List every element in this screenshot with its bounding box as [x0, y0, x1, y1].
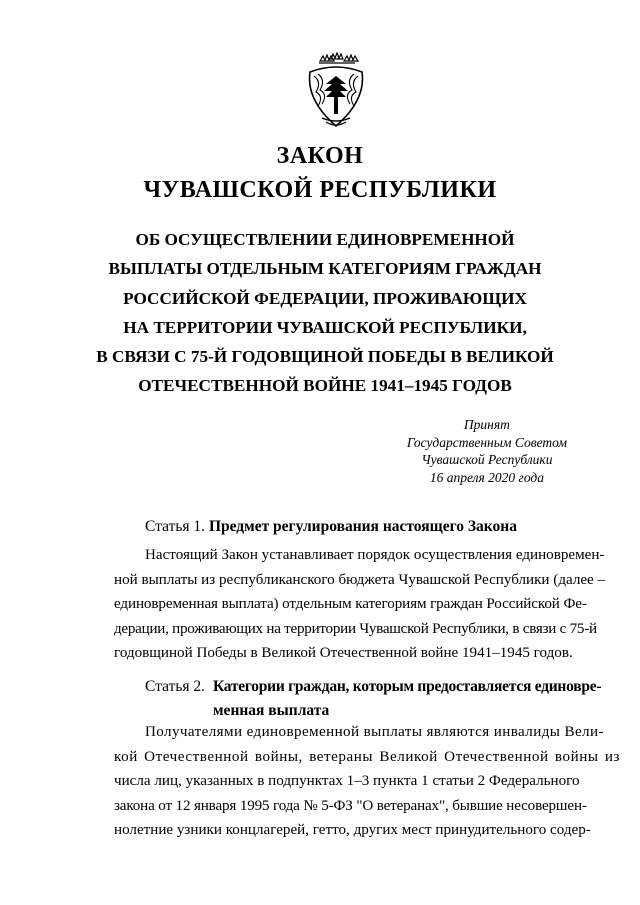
article1-number: Статья 1.: [145, 518, 206, 535]
paragraph-line: нолетние узники концлагерей, гетто, других мест принудительного содер-: [114, 822, 591, 839]
paragraph-line: единовременная выплата) отдельным категориям граждан Российской Фе-: [114, 596, 587, 613]
paragraph-line: годовщиной Победы в Великой Отечественной войне 1941–1945 годов.: [114, 645, 573, 662]
law-subject-heading: [60, 225, 590, 401]
subject-line: ОБ ОСУЩЕСТВЛЕНИИ ЕДИНОВРЕМЕННОЙ: [135, 230, 515, 249]
adoption-line: Чувашской Республики: [421, 452, 553, 467]
subject-line: РОССИЙСКОЙ ФЕДЕРАЦИИ, ПРОЖИВАЮЩИХ: [123, 288, 527, 308]
adoption-date: 16 апреля 2020 года: [429, 469, 544, 485]
adoption-line: Принят: [463, 417, 510, 432]
article1-body: [114, 543, 606, 666]
paragraph-line: кой Отечественной войны, ветераны Великой Отечественной войны из: [114, 748, 621, 765]
chuvash-coat-of-arms-icon: [300, 52, 372, 132]
law-title-line1: ЗАКОН: [276, 143, 364, 169]
adoption-line: Государственным Советом: [406, 434, 567, 450]
subject-line: ОТЕЧЕСТВЕННОЙ ВОЙНЕ 1941–1945 ГОДОВ: [138, 376, 512, 396]
law-title-line2: ЧУВАШСКОЙ РЕСПУБЛИКИ: [143, 177, 497, 203]
paragraph-line: ной выплаты из республиканского бюджета Чувашской Республики (далее –: [114, 571, 606, 588]
article2-title-line2: менная выплата: [213, 702, 330, 719]
article1-heading: [145, 518, 517, 536]
article2-title-line1: Категории граждан, которым предоставляется единовре-: [213, 678, 602, 695]
paragraph-line: закона от 12 января 1995 года № 5-ФЗ "О ветеранах", бывшие несовершен-: [114, 797, 587, 814]
paragraph-line: Настоящий Закон устанавливает порядок осуществления единовремен-: [145, 547, 605, 563]
paragraph-line: Получателями единовременной выплаты являются инвалиды Вели-: [145, 724, 604, 740]
subject-line: НА ТЕРРИТОРИИ ЧУВАШСКОЙ РЕСПУБЛИКИ,: [123, 317, 527, 337]
article2-body: [114, 720, 621, 843]
paragraph-line: числа лиц, указанных в подпунктах 1–3 пункта 1 статьи 2 Федерального: [114, 773, 580, 790]
article1-title: Предмет регулирования настоящего Закона: [208, 518, 517, 535]
subject-line: ВЫПЛАТЫ ОТДЕЛЬНЫМ КАТЕГОРИЯМ ГРАЖДАН: [108, 259, 542, 279]
article2-number: Статья 2.: [145, 678, 206, 695]
adoption-note: [407, 416, 567, 486]
paragraph-line: дерации, проживающих на территории Чувашской Республики, в связи с 75-й: [114, 620, 597, 637]
subject-line: В СВЯЗИ С 75-Й ГОДОВЩИНОЙ ПОБЕДЫ В ВЕЛИКОЙ: [96, 347, 554, 367]
